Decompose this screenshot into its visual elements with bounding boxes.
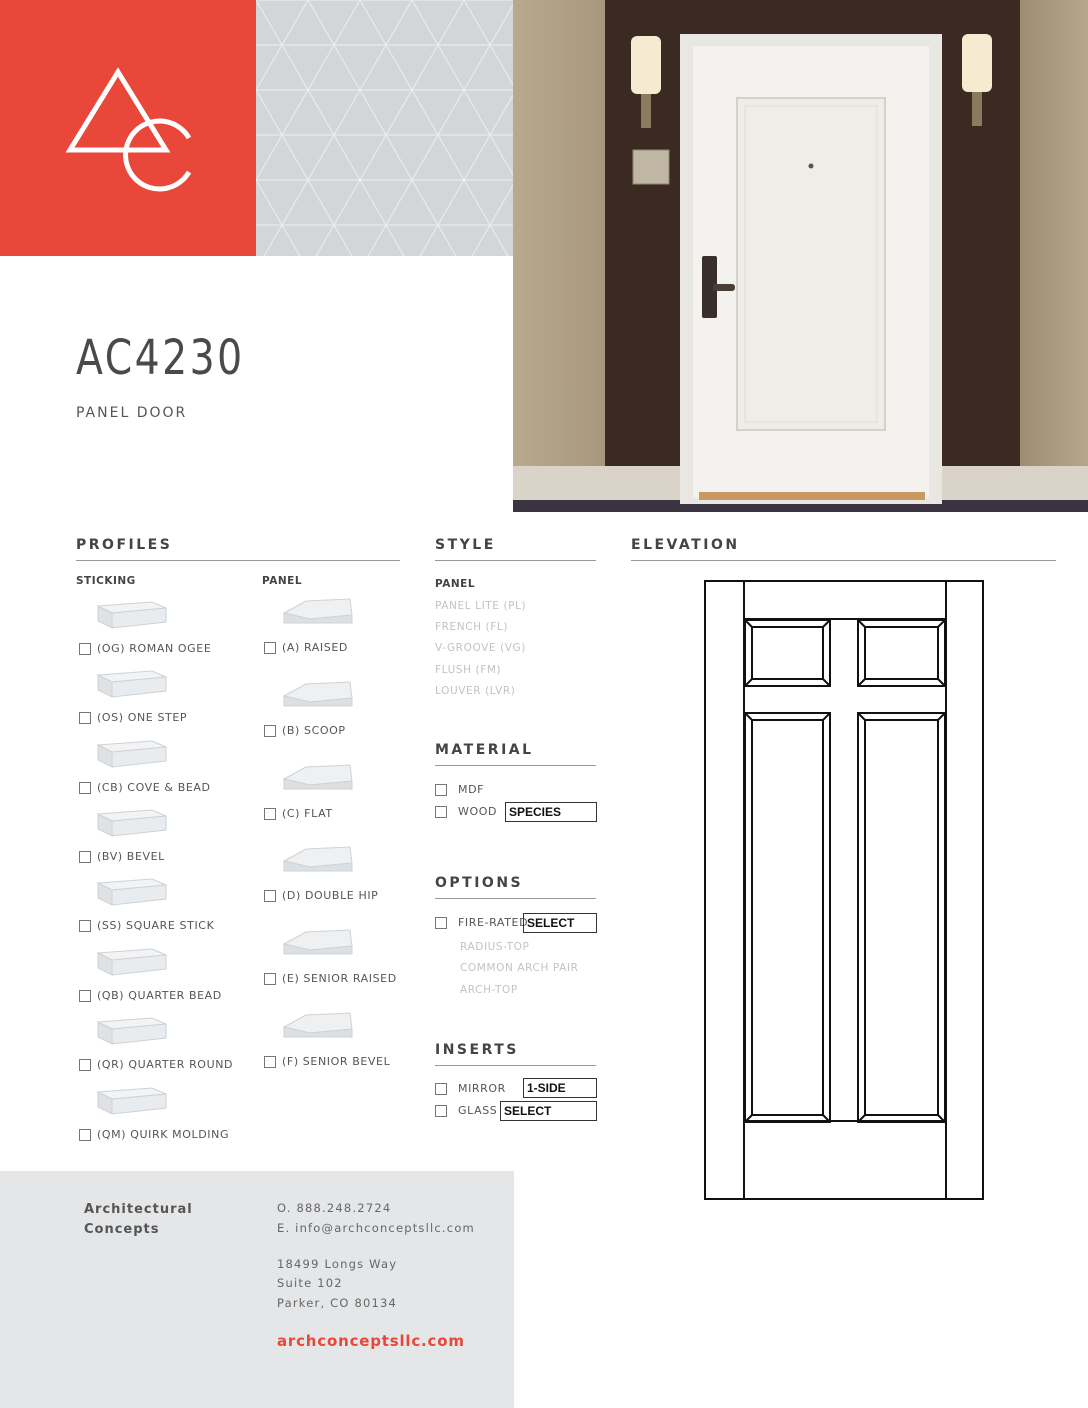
panel-profile-option[interactable]: [264, 972, 397, 985]
panel-profile-option[interactable]: [264, 641, 348, 654]
sticking-option[interactable]: [79, 781, 211, 794]
style-heading: STYLE: [435, 537, 496, 553]
glass-checkbox[interactable]: [435, 1105, 447, 1117]
mirror-select[interactable]: 1-SIDE: [523, 1078, 597, 1098]
mdf-option[interactable]: [435, 783, 484, 796]
mirror-checkbox[interactable]: [435, 1083, 447, 1095]
panel-profile-image: [280, 678, 358, 716]
sticking-checkbox[interactable]: [79, 643, 91, 655]
sticking-option[interactable]: [79, 919, 214, 932]
sticking-profile-image: [92, 875, 170, 913]
panel-profile-option[interactable]: [264, 724, 346, 737]
panel-profile-image: [280, 843, 358, 881]
style-option: FRENCH (FL): [435, 621, 509, 633]
sticking-label: (QM) QUIRK MOLDING: [97, 1128, 230, 1141]
website-link[interactable]: archconceptsllc.com: [277, 1332, 465, 1350]
panel-profile-option[interactable]: [264, 1055, 390, 1068]
panel-profile-checkbox[interactable]: [264, 1056, 276, 1068]
sticking-profile-image: [92, 737, 170, 775]
panel-profile-label: (D) DOUBLE HIP: [282, 889, 379, 902]
panel-profile-label: (B) SCOOP: [282, 724, 346, 737]
sticking-checkbox[interactable]: [79, 782, 91, 794]
fire-rated-label: FIRE-RATED: [458, 916, 529, 929]
sticking-label: (QR) QUARTER ROUND: [97, 1058, 234, 1071]
panel-profile-checkbox[interactable]: [264, 725, 276, 737]
panel-profile-heading: PANEL: [262, 575, 303, 587]
panel-profile-image: [280, 761, 358, 799]
material-heading: MATERIAL: [435, 742, 534, 758]
profiles-rule: [76, 560, 400, 561]
panel-profile-image: [280, 926, 358, 964]
fire-rated-checkbox[interactable]: [435, 917, 447, 929]
address-line: 18499 Longs Way: [277, 1257, 398, 1271]
panel-profile-image: [280, 595, 358, 633]
species-select[interactable]: SPECIES: [505, 802, 597, 822]
panel-profile-checkbox[interactable]: [264, 973, 276, 985]
email[interactable]: E. info@archconceptsllc.com: [277, 1221, 475, 1235]
inserts-rule: [435, 1065, 596, 1066]
option-item: RADIUS-TOP: [460, 941, 530, 953]
product-name: PANEL DOOR: [76, 405, 188, 421]
panel-profile-image: [280, 1009, 358, 1047]
sticking-profile-image: [92, 806, 170, 844]
glass-option[interactable]: [435, 1104, 497, 1117]
sticking-option[interactable]: [79, 642, 211, 655]
sticking-label: (BV) BEVEL: [97, 850, 165, 863]
options-rule: [435, 898, 596, 899]
sticking-heading: STICKING: [76, 575, 136, 587]
sticking-checkbox[interactable]: [79, 1059, 91, 1071]
sticking-profile-image: [92, 598, 170, 636]
sticking-profile-image: [92, 667, 170, 705]
material-rule: [435, 765, 596, 766]
sticking-profile-image: [92, 1014, 170, 1052]
mirror-option[interactable]: [435, 1082, 506, 1095]
panel-profile-checkbox[interactable]: [264, 642, 276, 654]
company-name: [84, 1200, 193, 1240]
product-code: AC4230: [76, 330, 245, 386]
door-photo: [513, 0, 1088, 512]
fire-rated-select[interactable]: SELECT: [523, 913, 597, 933]
mdf-label: MDF: [458, 783, 485, 796]
sticking-profile-image: [92, 945, 170, 983]
ac-logo-icon: [0, 0, 256, 256]
company-name-line: Concepts: [84, 1222, 160, 1237]
sticking-checkbox[interactable]: [79, 990, 91, 1002]
sticking-checkbox[interactable]: [79, 712, 91, 724]
panel-profile-option[interactable]: [264, 807, 333, 820]
style-rule: [435, 560, 596, 561]
style-option: V-GROOVE (VG): [435, 642, 526, 654]
sticking-profile-image: [92, 1084, 170, 1122]
sticking-checkbox[interactable]: [79, 851, 91, 863]
door-elevation-drawing: [700, 578, 990, 1208]
profiles-heading: PROFILES: [76, 537, 173, 553]
panel-profile-checkbox[interactable]: [264, 890, 276, 902]
sticking-option[interactable]: [79, 711, 187, 724]
wood-checkbox[interactable]: [435, 806, 447, 818]
company-name-line: Architectural: [84, 1202, 193, 1217]
elevation-heading: ELEVATION: [631, 537, 740, 553]
elevation-rule: [631, 560, 1056, 561]
panel-profile-label: (C) FLAT: [282, 807, 333, 820]
sticking-option[interactable]: [79, 989, 222, 1002]
wood-label: WOOD: [458, 805, 498, 818]
sticking-checkbox[interactable]: [79, 920, 91, 932]
wood-option[interactable]: [435, 805, 497, 818]
option-item: COMMON ARCH PAIR: [460, 962, 579, 974]
phone: O. 888.248.2724: [277, 1201, 392, 1215]
sticking-checkbox[interactable]: [79, 1129, 91, 1141]
logo-block: [0, 0, 256, 256]
panel-profile-checkbox[interactable]: [264, 808, 276, 820]
style-selected: PANEL: [435, 578, 476, 590]
panel-profile-label: (F) SENIOR BEVEL: [282, 1055, 391, 1068]
fire-rated-option[interactable]: [435, 916, 528, 929]
mdf-checkbox[interactable]: [435, 784, 447, 796]
inserts-heading: INSERTS: [435, 1042, 519, 1058]
mirror-label: MIRROR: [458, 1082, 506, 1095]
sticking-label: (SS) SQUARE STICK: [97, 919, 215, 932]
sticking-option[interactable]: [79, 1128, 229, 1141]
style-option: PANEL LITE (PL): [435, 600, 527, 612]
sticking-label: (OG) ROMAN OGEE: [97, 642, 212, 655]
sticking-option[interactable]: [79, 1058, 233, 1071]
address-line: Parker, CO 80134: [277, 1296, 398, 1310]
triangle-pattern: [256, 0, 513, 256]
style-option: LOUVER (LVR): [435, 685, 516, 697]
sticking-label: (QB) QUARTER BEAD: [97, 989, 222, 1002]
sticking-label: (CB) COVE & BEAD: [97, 781, 211, 794]
footer: [0, 1171, 514, 1408]
glass-label: GLASS: [458, 1104, 498, 1117]
options-heading: OPTIONS: [435, 875, 524, 891]
option-item: ARCH-TOP: [460, 984, 518, 996]
style-option: FLUSH (FM): [435, 664, 502, 676]
sticking-label: (OS) ONE STEP: [97, 711, 188, 724]
panel-profile-label: (A) RAISED: [282, 641, 348, 654]
panel-profile-option[interactable]: [264, 889, 378, 902]
sticking-option[interactable]: [79, 850, 165, 863]
glass-select[interactable]: SELECT: [500, 1101, 597, 1121]
address-line: Suite 102: [277, 1276, 343, 1290]
panel-profile-label: (E) SENIOR RAISED: [282, 972, 397, 985]
